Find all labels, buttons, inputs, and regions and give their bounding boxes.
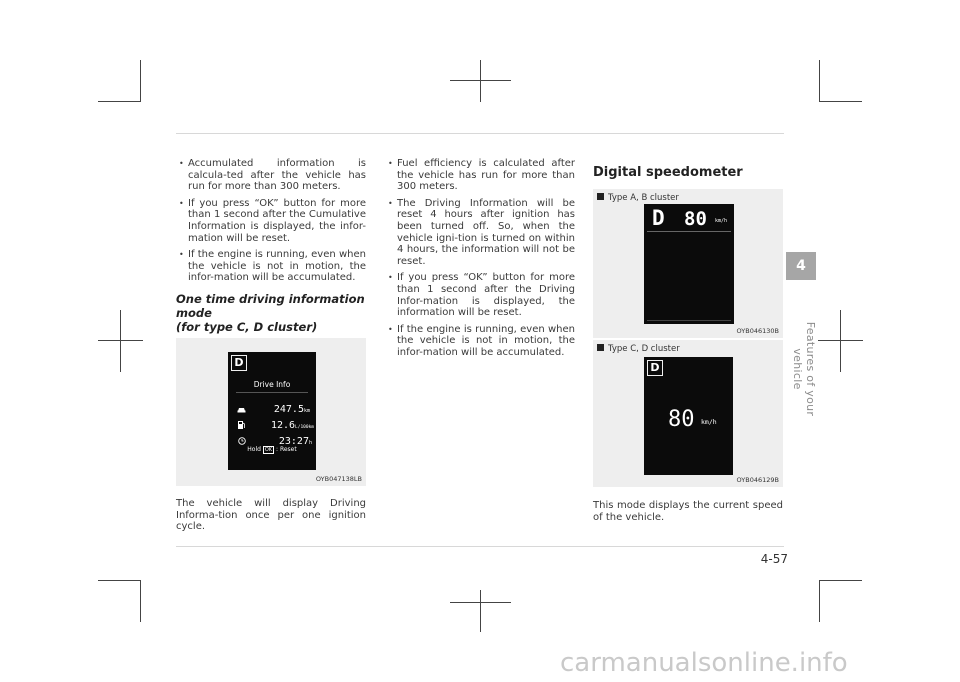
gear-indicator-cd: D (647, 360, 663, 376)
middle-column (385, 158, 575, 364)
speedometer-figure-cd (593, 340, 783, 487)
fuel-value: 12.6 (270, 420, 296, 431)
subheading-line-2: (for type C, D cluster) (176, 319, 318, 334)
fuel-unit: L/100km (295, 425, 314, 430)
title-underline (236, 392, 308, 393)
caption-cd-text: Type C, D cluster (608, 344, 680, 354)
watermark: carmanualsonline.info (560, 648, 848, 678)
left-bullet-1: • Accumulated information is calcula-ted after the vehicle has run for more than 300 meters. (176, 158, 366, 193)
drive-info-figure (176, 338, 366, 486)
section-heading: Digital speedometer (593, 165, 743, 180)
left-column (176, 158, 366, 334)
caption-ab (597, 193, 679, 203)
reset-label: : Reset (276, 446, 297, 453)
ok-badge: OK (264, 447, 273, 453)
left-bullet-2: • If you press “OK” button for more than 1 second after the Cumulative Information is displayed, the infor-mation will be reset. (176, 198, 366, 244)
middle-bullet-list (385, 158, 575, 359)
chapter-tab: 4 (786, 252, 816, 280)
screen-bottom-rule-ab (647, 320, 731, 321)
caption-square-icon-2 (597, 344, 604, 351)
figure-code-cd: OYB046129B (736, 476, 779, 484)
time-unit: h (308, 440, 312, 446)
time-value: 23:27 (278, 436, 309, 447)
right-body-text: This mode displays the current speed of the vehicle. (593, 500, 783, 523)
middle-bullet-4: • If the engine is running, even when the vehicle is not in motion, the infor-mation will be accumulated. (385, 324, 575, 359)
footer-rule (176, 546, 784, 547)
middle-bullet-1: • Fuel efficiency is calculated after the vehicle has run for more than 300 meters. (385, 158, 575, 193)
caption-square-icon (597, 193, 604, 200)
distance-value: 247.5 (273, 404, 304, 415)
speed-unit-cd: km/h (701, 418, 717, 426)
middle-bullet-3: • If you press “OK” button for more than 1 second after the Driving Infor-mation is displayed, the information will be reset. (385, 272, 575, 318)
hold-label: Hold (247, 446, 261, 453)
drive-info-screen (228, 352, 316, 470)
speedometer-figure-ab (593, 189, 783, 338)
figure-code-ab: OYB046130B (736, 327, 779, 335)
drive-info-title: Drive Info (253, 380, 291, 389)
right-body (593, 500, 783, 528)
speed-value-ab: 80 (684, 208, 707, 230)
section-subheading (176, 292, 366, 334)
caption-ab-text: Type A, B cluster (608, 193, 679, 203)
distance-unit: km (303, 408, 310, 414)
chapter-label: Features of your vehicle (791, 321, 817, 417)
page-number: 4-57 (760, 552, 788, 566)
figure-code: OYB047138LB (315, 475, 362, 483)
screen-divider-ab (647, 231, 731, 232)
caption-cd (597, 344, 680, 354)
subheading-line-1: One time driving information mode (176, 291, 365, 320)
speedometer-screen-cd (644, 357, 733, 475)
speedometer-screen-ab (644, 204, 734, 324)
middle-bullet-2: • The Driving Information will be reset 4 hours after ignition has been turned off. So, when the vehicle igni-tion is turned on within 4 hours, the information will not be reset. (385, 198, 575, 268)
left-bullet-3: • If the engine is running, even when the vehicle is not in motion, the infor-mation will be accumulated. (176, 249, 366, 284)
header-rule (176, 133, 784, 134)
left-body (176, 498, 366, 538)
left-body-text: The vehicle will display Driving Informa-tion once per one ignition cycle. (176, 498, 366, 533)
gear-indicator: D (231, 355, 247, 371)
hold-reset-hint (228, 446, 316, 454)
gear-indicator-ab: D (652, 206, 665, 230)
left-bullet-list (176, 158, 366, 284)
speed-unit-ab: km/h (715, 218, 728, 224)
speed-value-cd: 80 (668, 407, 695, 432)
